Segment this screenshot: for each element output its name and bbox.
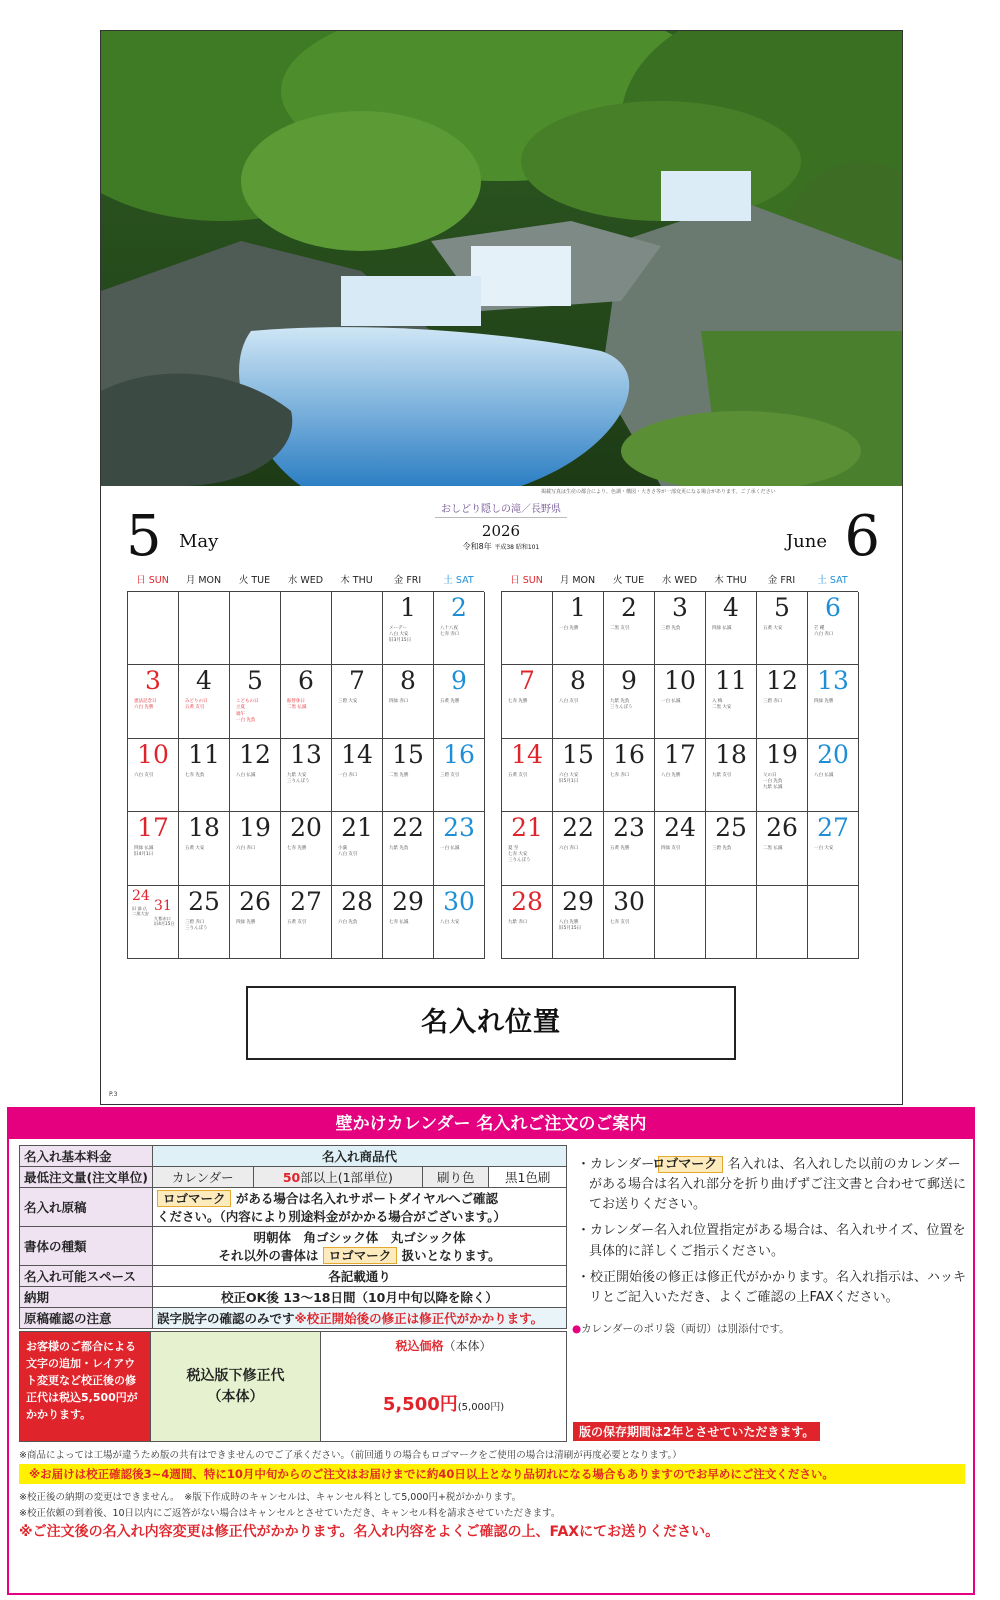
day-note: 四緑 友引 [661, 846, 681, 852]
day-number: 27 [817, 813, 849, 843]
day-cell [604, 812, 655, 885]
day-note: 三碧 先負 [712, 846, 732, 852]
day-cell [230, 886, 281, 959]
day-note: 七赤 先勝 [508, 699, 528, 705]
day-cell [553, 812, 604, 885]
day-cell [281, 592, 332, 665]
weekday-label: 月 MON [185, 575, 222, 586]
day-note: 父の日 一白 先負 九紫 仏滅 [763, 772, 783, 790]
spec-row-space [20, 1266, 567, 1287]
revision-fee-line2: （本体） [207, 1388, 264, 1405]
spec-row-check [20, 1308, 567, 1329]
era-sub: 平成38 昭和101 [494, 544, 540, 551]
day-cell [383, 665, 434, 738]
day-cell [179, 665, 230, 738]
day-number: 8 [570, 666, 586, 696]
day-cell [434, 739, 485, 812]
day-cell [553, 592, 604, 665]
day-cell [332, 739, 383, 812]
day-number: 18 [188, 813, 220, 843]
day-number: 18 [715, 739, 747, 769]
day-cell [808, 665, 859, 738]
day-number: 23 [443, 813, 475, 843]
day-note: 一白 大安 [814, 846, 834, 852]
photo-location: おしどり隠しの滝／長野県 [435, 500, 567, 518]
day-cell [808, 886, 859, 959]
weekday-label: 木 THU [714, 575, 747, 586]
day-cell [808, 739, 859, 812]
note-prefix: ・カレンダー [577, 1157, 655, 1172]
day-note: 旧 満 仏 二黒大安 [132, 905, 149, 917]
weekday-label: 水 WED [287, 575, 324, 586]
day-number: 22 [392, 813, 424, 843]
day-note: 一白 仏滅 [661, 699, 681, 705]
day-number: 25 [188, 886, 220, 916]
fonts-line2a: それ以外の書体は [218, 1248, 319, 1263]
day-note: 八白 友引 [559, 699, 579, 705]
day-note: 四緑 赤口 [389, 699, 409, 705]
day-note: 八白 先勝 [661, 772, 681, 778]
day-note: みどりの日 五黄 友引 [185, 699, 208, 711]
day-note: 五黄 先勝 [610, 846, 630, 852]
day-cell [604, 592, 655, 665]
day-cell [434, 592, 485, 665]
order-notes [577, 1155, 969, 1314]
day-note: 七赤 友引 [610, 919, 630, 925]
day-number: 3 [672, 593, 688, 622]
day-cell [434, 665, 485, 738]
spec-head: 原稿確認の注意 [20, 1308, 153, 1329]
quantity-number: 50 [282, 1170, 301, 1185]
day-cell [332, 665, 383, 738]
price-label-main: 税込価格 [395, 1339, 444, 1353]
day-cell [502, 812, 553, 885]
day-cell [502, 592, 553, 665]
day-note: 一白 先勝 [559, 626, 579, 631]
day-cell [332, 812, 383, 885]
day-cell [655, 812, 706, 885]
day-cell [706, 592, 757, 665]
day-note: 四緑 仏滅 旧4月1日 [134, 846, 154, 858]
day-note: 三碧 赤口 [763, 699, 783, 705]
day-number: 21 [341, 813, 373, 843]
day-note: 小満 八白 友引 [338, 846, 358, 858]
day-number: 14 [511, 739, 543, 769]
fonts-line1: 明朝体 角ゴシック体 丸ゴシック体 [253, 1230, 466, 1245]
day-cell [808, 592, 859, 665]
day-number: 31 [154, 897, 172, 914]
spec-row-manuscript [20, 1188, 567, 1227]
day-number: 28 [341, 886, 373, 916]
spec-value [152, 1188, 566, 1227]
day-number: 1 [570, 593, 586, 622]
calendar-sheet [100, 30, 903, 1105]
fine-print-3: ※校正依頼の到着後、10日以内にご返答がない場合はキャンセルとさせていただき、キャンセル料を請求させていただきます。 [19, 1508, 561, 1519]
revision-fee-price [320, 1332, 566, 1441]
day-cell [128, 886, 179, 959]
note-text: 名入れは、名入れした以前のカレンダーがある場合は名入れ部分を折り曲げずご注文書と合わせて郵送にてお送りください。 [589, 1157, 967, 1213]
day-cell [655, 665, 706, 738]
fonts-line2b: 扱いとなります。 [401, 1248, 501, 1263]
note-item: ・カレンダー名入れ位置指定がある場合は、名入れサイズ、位置を具体的に詳しくご指示ください。 [577, 1223, 966, 1259]
day-cell [230, 812, 281, 885]
day-number: 1 [400, 593, 416, 622]
spec-color-value: 黒1色刷 [489, 1167, 567, 1188]
day-cell [179, 739, 230, 812]
day-cell [757, 812, 808, 885]
day-cell [553, 665, 604, 738]
weekday-label: 火 TUE [612, 575, 645, 586]
weekday-label: 日 SUN [510, 575, 543, 586]
poly-bag-text: カレンダーのポリ袋（両切）は別添付です。 [581, 1323, 790, 1335]
price-label [321, 1337, 566, 1354]
day-number: 26 [239, 886, 271, 916]
price-label-sub: （本体） [443, 1339, 492, 1353]
day-note: 七赤 先負 [185, 772, 205, 778]
logo-mark-tag: ロゴマーク [157, 1190, 232, 1207]
day-number: 24 [132, 887, 150, 904]
weekday-label: 水 WED [661, 575, 698, 586]
day-cell [434, 886, 485, 959]
day-note: 九紫 赤口 [508, 919, 528, 925]
revision-fee-box [19, 1331, 567, 1442]
check-text: 誤字脱字の確認のみです [156, 1311, 295, 1326]
spec-head: 名入れ原稿 [20, 1188, 153, 1227]
day-cell [179, 812, 230, 885]
day-note: 五黄 友引 [508, 772, 528, 778]
day-cell [383, 812, 434, 885]
era-year [391, 541, 611, 552]
day-note: 芒 種 六白 赤口 [814, 626, 834, 638]
day-note: 七赤 先勝 [287, 846, 307, 852]
price-value [321, 1390, 566, 1416]
day-cell [706, 739, 757, 812]
manuscript-text2: ください。（内容により別途料金がかかる場合がございます。） [156, 1209, 506, 1224]
day-cell [502, 665, 553, 738]
day-number: 2 [621, 593, 637, 622]
day-cell [332, 592, 383, 665]
day-cell [655, 886, 706, 959]
day-number: 10 [137, 739, 169, 769]
day-note: 八十八夜 七赤 赤口 [440, 626, 460, 638]
day-note: 五黄 大安 [763, 626, 783, 631]
name-imprint-position: 名入れ位置 [246, 986, 736, 1060]
day-number: 7 [519, 666, 535, 696]
day-number: 13 [817, 666, 849, 696]
day-cell [179, 592, 230, 665]
day-number: 23 [613, 813, 645, 843]
spec-head: 名入れ基本料金 [20, 1146, 153, 1167]
day-number: 24 [664, 813, 696, 843]
day-number: 5 [247, 666, 263, 696]
day-note: 振替休日 二黒 仏滅 [287, 699, 307, 711]
day-number: 17 [137, 813, 169, 843]
day-number: 13 [290, 739, 322, 769]
day-cell [655, 739, 706, 812]
spec-value [152, 1227, 566, 1266]
day-number: 14 [341, 739, 373, 769]
photo-credit: 掲載写真は生産の都合により、色調・構図・大きさ等が一部変更になる場合があります。ご了承ください [541, 489, 776, 495]
day-cell [332, 886, 383, 959]
revision-fee-label [150, 1332, 320, 1441]
day-number: 3 [145, 666, 161, 696]
june-calendar-grid [501, 571, 858, 959]
may-month-number: 5 [126, 504, 162, 569]
day-cell [553, 886, 604, 959]
day-number: 6 [825, 593, 841, 622]
spec-value [152, 1308, 566, 1329]
day-number: 10 [664, 666, 696, 696]
page-number: P.3 [109, 1091, 118, 1098]
day-number: 20 [290, 813, 322, 843]
day-note: 七赤 赤口 [610, 772, 630, 778]
day-note: 二黒 仏滅 [763, 846, 783, 852]
day-note: メーデー 八白 大安 旧3月15日 [389, 626, 412, 644]
day-note: 四緑 先勝 [814, 699, 834, 705]
day-number: 4 [196, 666, 212, 696]
may-calendar-grid [127, 571, 484, 959]
day-note: 八白 先勝 旧5月15日 [559, 919, 582, 931]
check-warning: ※校正開始後の修正は修正代がかかります。 [294, 1311, 544, 1326]
day-cell [757, 739, 808, 812]
day-note: 二黒 先勝 [389, 772, 409, 778]
may-weekday-row [127, 571, 484, 591]
quantity-rest: 部以上(1部単位) [300, 1170, 393, 1185]
day-number: 26 [766, 813, 798, 843]
day-note: 九紫 大安 三りんぼう [287, 772, 310, 784]
day-cell [281, 886, 332, 959]
day-number: 25 [715, 813, 747, 843]
note-item: ・校正開始後の修正は修正代がかかります。名入れ指示は、ハッキリとご記入いただき、よくご確認の上FAXください。 [577, 1269, 966, 1305]
day-cell [281, 812, 332, 885]
order-spec-table [19, 1145, 567, 1329]
waterfall-photo [101, 31, 902, 486]
day-note: 一白 赤口 [338, 772, 358, 778]
day-number: 16 [443, 739, 475, 769]
day-cell [604, 886, 655, 959]
day-note: 六白 友引 [134, 772, 154, 778]
day-number: 19 [239, 813, 271, 843]
day-number: 11 [715, 666, 747, 696]
era-main: 令和8年 [462, 542, 492, 551]
day-number: 5 [774, 593, 790, 622]
day-note: 一白 仏滅 [440, 846, 460, 852]
logo-mark-tag: ロゴマーク [323, 1247, 398, 1264]
may-month-name: May [179, 531, 219, 552]
plate-retention-note: 版の保存期間は2年とさせていただきます。 [573, 1422, 820, 1441]
logo-mark-tag: ロゴマーク [658, 1156, 723, 1173]
spec-quantity [253, 1167, 423, 1188]
day-cell [434, 812, 485, 885]
day-note: 夏 至 七赤 大安 三りんぼう [508, 846, 531, 864]
weekday-label: 金 FRI [767, 575, 796, 586]
day-number: 27 [290, 886, 322, 916]
day-note: 八白 仏滅 [236, 772, 256, 778]
weekday-label: 土 SAT [443, 575, 474, 586]
day-note: 二黒 友引 [610, 626, 630, 631]
day-number: 22 [562, 813, 594, 843]
may-day-cells [127, 591, 484, 959]
final-warning: ※ご注文後の名入れ内容変更は修正代がかかります。名入れ内容をよくご確認の上、FAXにてお送りください。 [19, 1524, 720, 1540]
day-number: 29 [562, 886, 594, 916]
weekday-label: 木 THU [340, 575, 373, 586]
day-note: 三碧 友引 [440, 772, 460, 778]
spec-row-delivery [20, 1287, 567, 1308]
day-number: 9 [451, 666, 467, 696]
day-cell [128, 739, 179, 812]
day-number: 9 [621, 666, 637, 696]
day-number: 17 [664, 739, 696, 769]
day-note: 九紫 先負 三りんぼう [610, 699, 633, 711]
calendar-year: 2026 [481, 522, 521, 540]
day-cell [757, 592, 808, 665]
day-note: 四緑 先勝 [236, 919, 256, 925]
day-note: 三碧 赤口 三りんぼう [185, 919, 208, 931]
day-cell [553, 739, 604, 812]
spec-head: 納期 [20, 1287, 153, 1308]
spec-product: カレンダー [152, 1167, 253, 1188]
day-cell [706, 886, 757, 959]
day-number: 4 [723, 593, 739, 622]
spec-row-min-order [20, 1167, 567, 1188]
day-note: 三碧 大安 [338, 699, 358, 705]
day-number: 6 [298, 666, 314, 696]
spec-value: 名入れ商品代 [152, 1146, 566, 1167]
calendar-header-center [391, 497, 611, 552]
weekday-label: 月 MON [559, 575, 596, 586]
day-cell [128, 665, 179, 738]
day-note: 五黄 友引 [287, 919, 307, 925]
day-note: 六白 赤口 [559, 846, 579, 852]
day-cell [706, 665, 757, 738]
order-guide [7, 1107, 975, 1595]
day-cell [706, 812, 757, 885]
order-guide-title: 壁かけカレンダー 名入れご注文のご案内 [9, 1109, 973, 1139]
day-cell [128, 812, 179, 885]
day-number: 12 [239, 739, 271, 769]
day-cell [230, 665, 281, 738]
day-number: 16 [613, 739, 645, 769]
price-value-sub: (5,000円) [457, 1402, 505, 1413]
weekday-label: 土 SAT [817, 575, 848, 586]
day-note: 六白 大安 旧5月1日 [559, 772, 579, 784]
day-cell [383, 886, 434, 959]
weekday-label: 火 TUE [238, 575, 271, 586]
day-number: 19 [766, 739, 798, 769]
spec-head: 書体の種類 [20, 1227, 153, 1266]
day-number: 21 [511, 813, 543, 843]
day-cell [383, 592, 434, 665]
day-note: 九紫 先負 [389, 846, 409, 852]
day-note: 九紫赤口 旧4月15日 [154, 915, 175, 927]
day-cell [230, 739, 281, 812]
day-cell [281, 739, 332, 812]
day-cell [179, 886, 230, 959]
fine-print-1: ※商品によっては工場が違うため版の共有はできませんのでご了承ください。（前回通りの場合もロゴマークをご使用の場合は清刷が再度必要となります。） [19, 1450, 682, 1461]
delivery-warning-band: ※お届けは校正確認後3~4週間、特に10月中旬からのご注文はお届けまでに約40日以上となり品切れになる場合もありますのでお早めにご注文ください。 [19, 1464, 965, 1484]
manuscript-text1: がある場合は名入れサポートダイヤルへご確認 [235, 1191, 498, 1206]
day-cell [230, 592, 281, 665]
day-number: 28 [511, 886, 543, 916]
day-note: 五黄 大安 [185, 846, 205, 852]
day-number: 30 [613, 886, 645, 916]
weekday-label: 日 SUN [136, 575, 169, 586]
day-cell [502, 886, 553, 959]
june-weekday-row [501, 571, 858, 591]
june-month-number: 6 [844, 504, 880, 569]
revision-fee-warning: お客様のご都合による文字の追加・レイアウト変更など校正後の修正代は税込5,500円がかかります。 [20, 1332, 150, 1441]
day-note: 八白 仏滅 [814, 772, 834, 778]
bullet-dot: ● [572, 1323, 582, 1335]
day-note: 憲法記念日 六白 先勝 [134, 699, 157, 711]
fine-print-2: ※校正後の納期の変更はできません。 ※版下作成時のキャンセルは、キャンセル料として5,000円+税がかかります。 [19, 1492, 522, 1503]
day-number: 15 [562, 739, 594, 769]
day-note: 七赤 仏滅 [389, 919, 409, 925]
day-note: 六白 先負 [338, 919, 358, 925]
day-cell [281, 665, 332, 738]
day-cell [604, 665, 655, 738]
day-cell [383, 739, 434, 812]
day-number: 29 [392, 886, 424, 916]
day-cell [502, 739, 553, 812]
day-note: 三碧 先負 [661, 626, 681, 631]
day-note: 九紫 友引 [712, 772, 732, 778]
day-cell [604, 739, 655, 812]
day-number: 7 [349, 666, 365, 696]
day-number: 20 [817, 739, 849, 769]
spec-value: 各記載通り [152, 1266, 566, 1287]
june-day-cells [501, 591, 858, 959]
day-number: 2 [451, 593, 467, 622]
spec-color-head: 刷り色 [423, 1167, 489, 1188]
day-number: 30 [443, 886, 475, 916]
poly-bag-note [572, 1321, 790, 1336]
day-number: 8 [400, 666, 416, 696]
spec-head: 名入れ可能スペース [20, 1266, 153, 1287]
day-number: 12 [766, 666, 798, 696]
day-note: 四緑 仏滅 [712, 626, 732, 631]
day-cell [757, 665, 808, 738]
day-number: 11 [188, 739, 220, 769]
day-note: 五黄 先勝 [440, 699, 460, 705]
price-value-main: 5,500円 [382, 1394, 458, 1415]
spec-row-base-fee [20, 1146, 567, 1167]
day-cell [757, 886, 808, 959]
spec-head: 最低注文量(注文単位) [20, 1167, 153, 1188]
day-note: 入 梅 二黒 大安 [712, 699, 732, 711]
day-note: 八白 大安 [440, 919, 460, 925]
june-month-name: June [785, 531, 827, 552]
spec-value: 校正OK後 13～18日間（10月中旬以降を除く） [152, 1287, 566, 1308]
weekday-label: 金 FRI [393, 575, 422, 586]
note-item [577, 1155, 969, 1215]
revision-fee-line1: 税込版下修正代 [186, 1367, 285, 1384]
day-cell [808, 812, 859, 885]
spec-row-fonts [20, 1227, 567, 1266]
day-note: 六白 赤口 [236, 846, 256, 852]
day-cell [655, 592, 706, 665]
day-number: 15 [392, 739, 424, 769]
day-note: こどもの日 立夏 端午 一白 先負 [236, 699, 259, 723]
day-cell [128, 592, 179, 665]
